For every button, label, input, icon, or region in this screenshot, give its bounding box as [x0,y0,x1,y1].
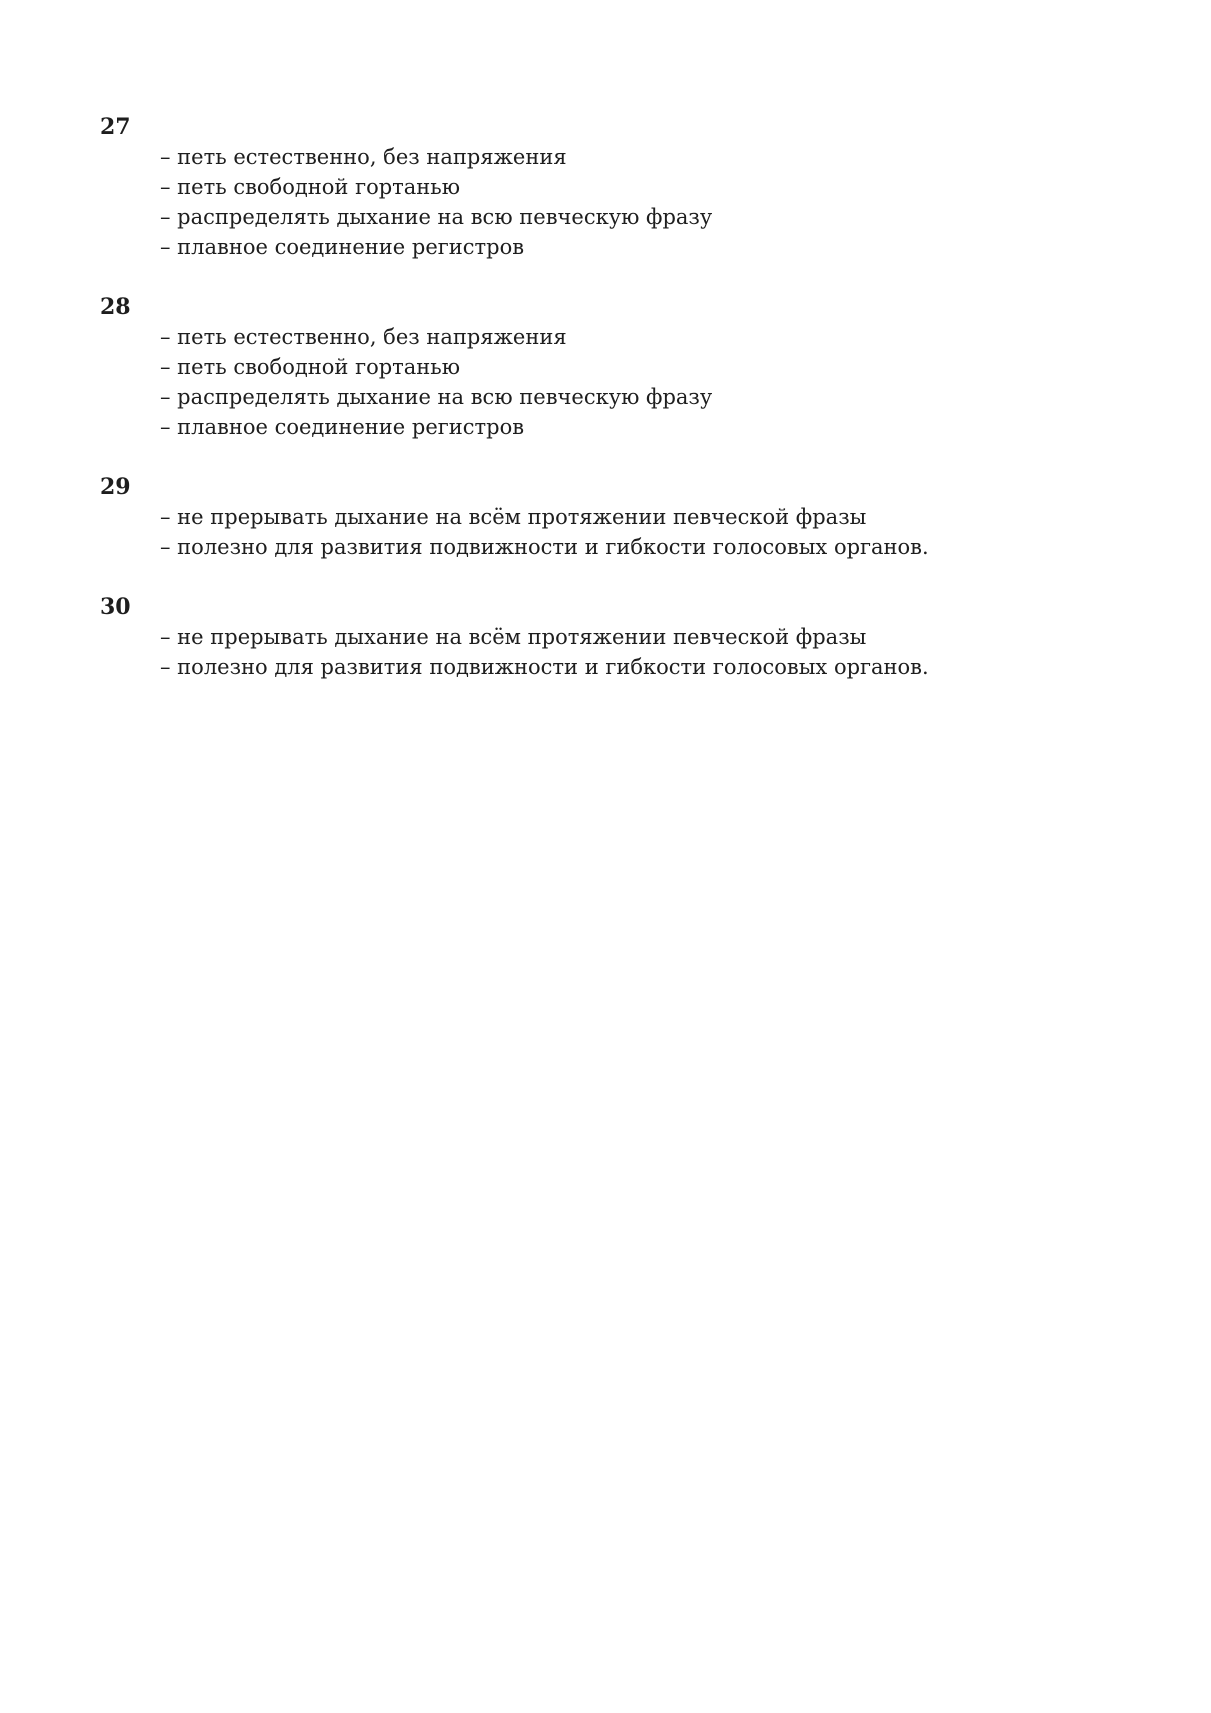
section-number: 29 [100,474,131,500]
section-number: 28 [100,294,131,320]
section-29 [100,472,1100,562]
list-item: – петь свободной гортанью [160,175,461,199]
list-item: – распределять дыхание на всю певческую фразу [160,385,713,409]
list-item: – петь свободной гортанью [160,355,461,379]
section-30 [100,592,1100,682]
section-number: 30 [100,594,131,620]
list-item: – петь естественно, без напряжения [160,325,567,349]
list-item: – петь естественно, без напряжения [160,145,567,169]
section-28 [100,292,1100,442]
list-item: – полезно для развития подвижности и гибкости голосовых органов. [160,655,929,679]
list-item: – плавное соединение регистров [160,415,525,439]
item-list [100,622,1100,682]
list-item: – не прерывать дыхание на всём протяжении певческой фразы [160,625,867,649]
item-list [100,502,1100,562]
item-list [100,142,1100,262]
list-item: – полезно для развития подвижности и гибкости голосовых органов. [160,535,929,559]
section-27 [100,112,1100,262]
section-number: 27 [100,114,131,140]
list-item: – распределять дыхание на всю певческую фразу [160,205,713,229]
list-item: – плавное соединение регистров [160,235,525,259]
list-item: – не прерывать дыхание на всём протяжении певческой фразы [160,505,867,529]
item-list [100,322,1100,442]
